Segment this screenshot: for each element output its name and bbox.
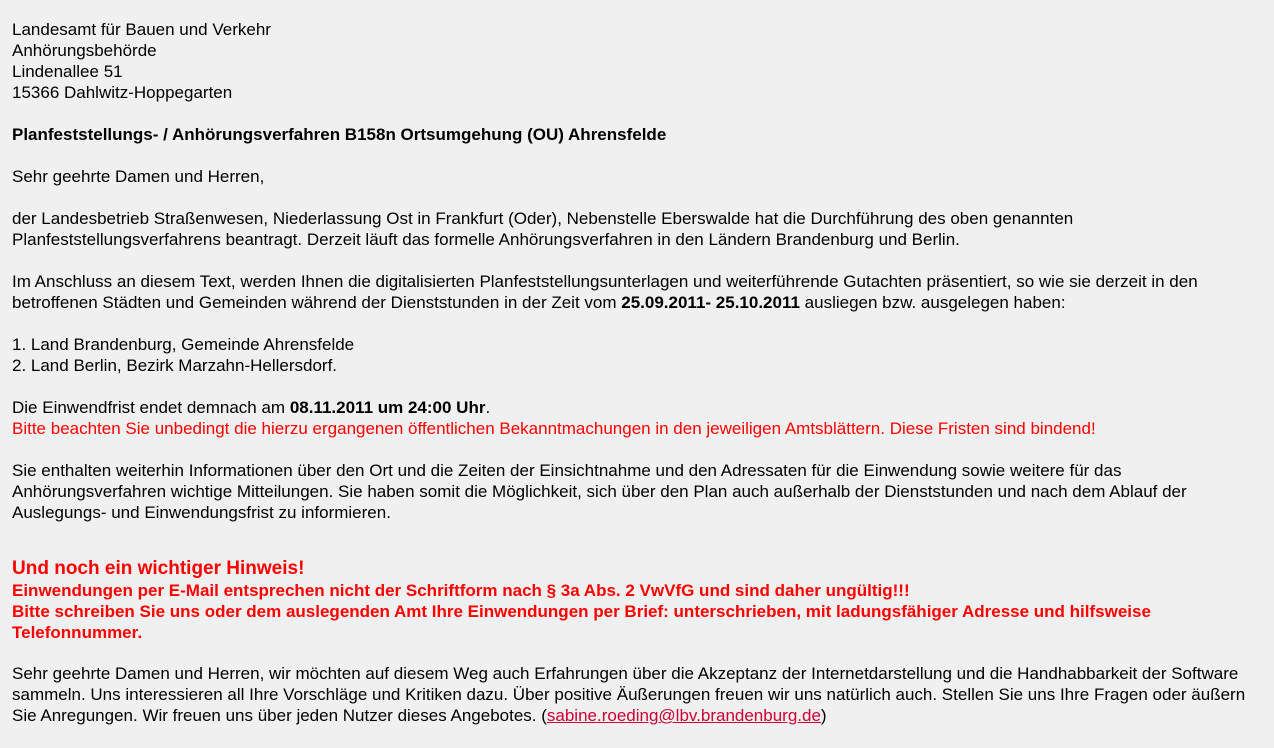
location-list (12, 334, 1274, 376)
feedback-paragraph (12, 663, 1274, 726)
feedback-text: Sehr geehrte Damen und Herren, wir möchten auf diesem Weg auch Erfahrungen über die Akzeptanz der Internetdarstellung und die Handhabbarkeit der Software sammeln. Uns interessieren all Ihre Vorschläge und Kritiken dazu. Über positive Äußerungen freuen wir uns natürlich auch. Stellen Sie uns Ihre Fragen oder äußern Sie Anregungen. Wir freuen uns über jeden Nutzer dieses Angebotes. ( (12, 664, 1246, 725)
recipient-address (12, 19, 1274, 103)
deadline-text: Die Einwendfrist endet demnach am (12, 398, 290, 417)
deadline-paragraph (12, 397, 1274, 418)
address-line: 15366 Dahlwitz-Hoppegarten (12, 83, 233, 102)
deadline-warning: Bitte beachten Sie unbedingt die hierzu ergangenen öffentlichen Bekanntmachungen in den jeweiligen Amtsblättern. Diese Fristen sind bindend! (12, 419, 1096, 438)
subject-heading: Planfeststellungs- / Anhörungsverfahren B158n Ortsumgehung (OU) Ahrensfelde (12, 125, 667, 144)
feedback-text-end: ) (820, 706, 827, 725)
display-period: 25.09.2011- 25.10.2011 (621, 293, 800, 312)
documents-paragraph (12, 271, 1274, 313)
list-item: 2. Land Berlin, Bezirk Marzahn-Hellersdorf. (12, 356, 338, 375)
documents-text-end: ausliegen bzw. ausgelegen haben: (799, 293, 1066, 312)
address-line: Anhörungsbehörde (12, 41, 157, 60)
contact-email-link[interactable]: sabine.roeding@lbv.brandenburg.de (546, 706, 821, 725)
info-paragraph: Sie enthalten weiterhin Informationen über den Ort und die Zeiten der Einsichtnahme und den Adressaten für die Einwendung sowie weitere für das Anhörungsverfahren wichtige Mitteilungen. Sie haben somit die Möglichkeit, sich über den Plan auch außerhalb der Dienststunden und nach dem Ablauf der Auslegungs- und Einwendungsfrist zu informieren. (12, 461, 1187, 522)
important-notice (12, 557, 1274, 643)
address-line: Lindenallee 51 (12, 62, 123, 81)
salutation: Sehr geehrte Damen und Herren, (12, 167, 265, 186)
address-line: Landesamt für Bauen und Verkehr (12, 20, 271, 39)
notice-title: Und noch ein wichtiger Hinweis! (12, 558, 305, 579)
notice-write-letter: Bitte schreiben Sie uns oder dem auslegenden Amt Ihre Einwendungen per Brief: unterschrieben, mit ladungsfähiger Adresse und hilfsweise Telefonnummer. (12, 602, 1151, 642)
deadline-date: 08.11.2011 um 24:00 Uhr (289, 398, 486, 417)
list-item: 1. Land Brandenburg, Gemeinde Ahrensfelde (12, 335, 355, 354)
notice-email-invalid: Einwendungen per E-Mail entsprechen nicht der Schriftform nach § 3a Abs. 2 VwVfG und sind daher ungültig!!! (12, 581, 910, 600)
intro-paragraph: der Landesbetrieb Straßenwesen, Niederlassung Ost in Frankfurt (Oder), Nebenstelle Eberswalde hat die Durchführung des oben genannten Planfeststellungsverfahrens beantragt. Derzeit läuft das formelle Anhörungsverfahren in den Ländern Brandenburg und Berlin. (12, 209, 1074, 249)
documents-text: Im Anschluss an diesem Text, werden Ihnen die digitalisierten Planfeststellungsunterlagen und weiterführende Gutachten präsentiert, so wie sie derzeit in den betroffenen Städten und Gemeinden während der Dienststunden in der Zeit vom (12, 272, 1198, 312)
deadline-text-end: . (485, 398, 491, 417)
